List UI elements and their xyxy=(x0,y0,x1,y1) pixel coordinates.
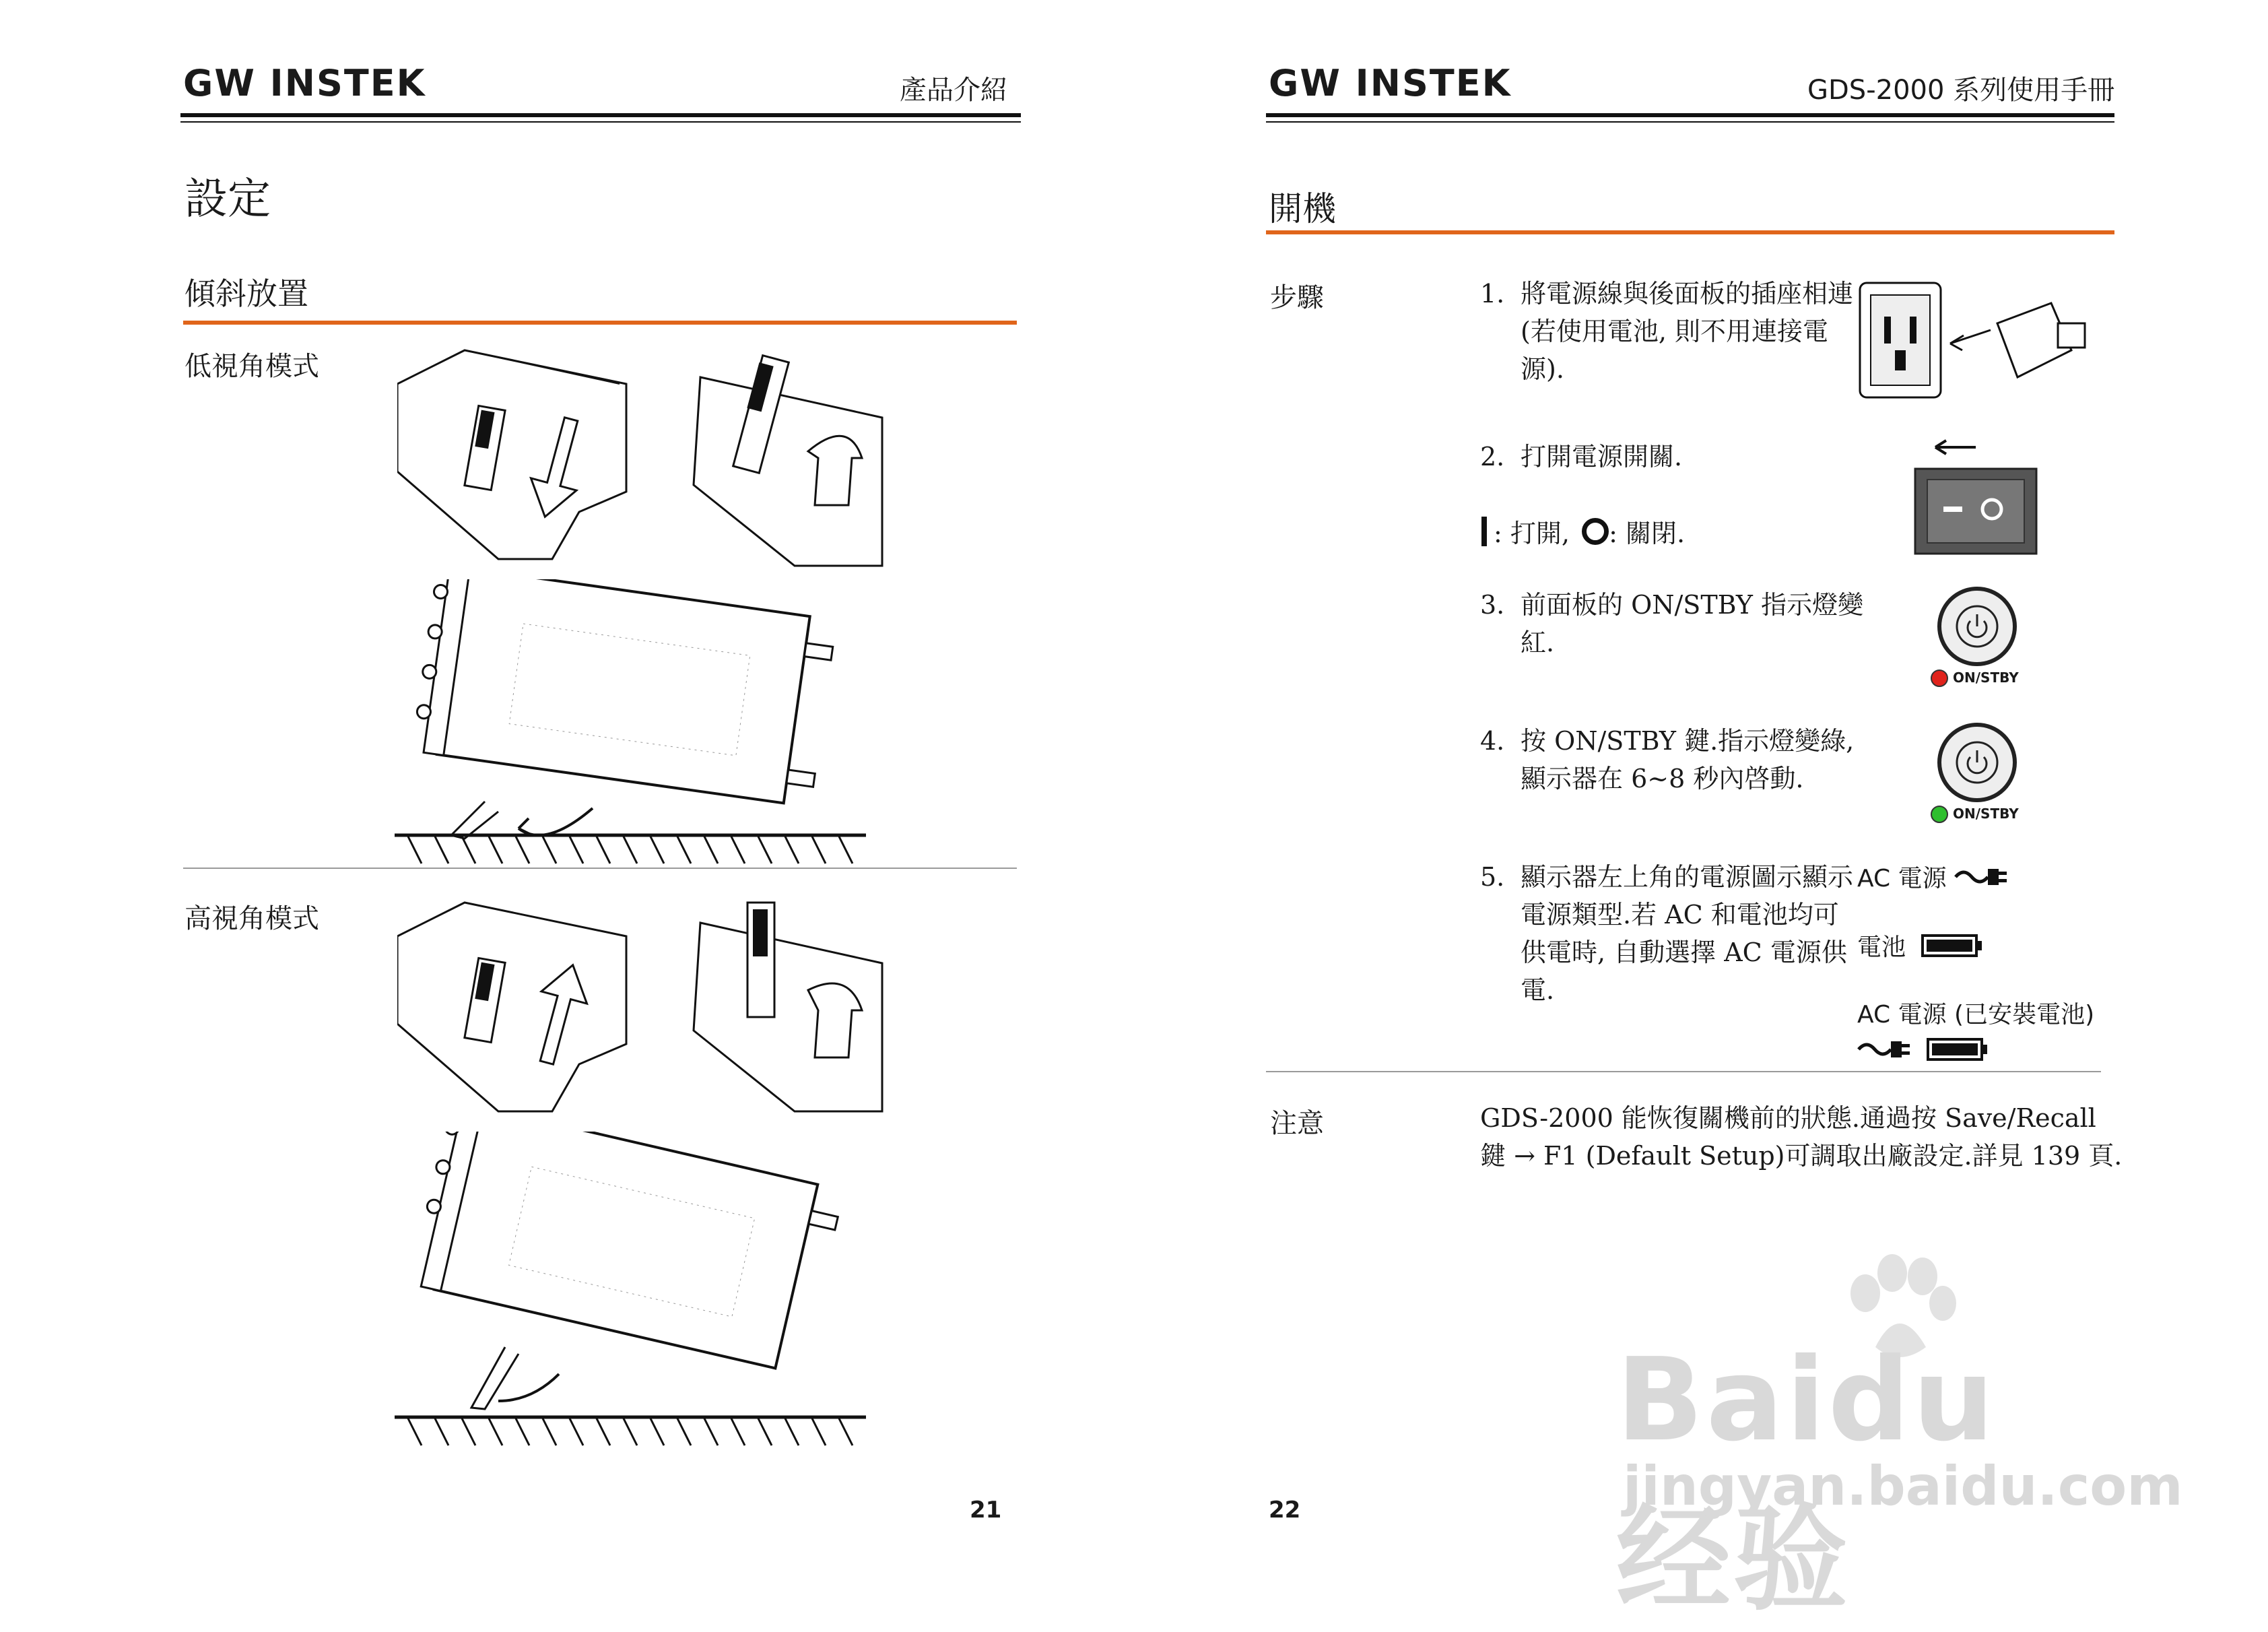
gw-instek-logo: GW INSTEK xyxy=(183,62,426,104)
instrument-low-angle xyxy=(391,579,875,869)
left-header-text: 產品介紹 xyxy=(900,75,1007,106)
stand-detail-low-1 xyxy=(397,344,640,566)
on-symbol-icon xyxy=(1481,517,1487,546)
power-switch-figure xyxy=(1908,435,2043,556)
left-header-rule-thin xyxy=(180,121,1021,123)
page-number-left: 21 xyxy=(970,1497,1002,1524)
off-symbol-icon xyxy=(1582,518,1609,545)
power-type-ac-label: AC 電源 xyxy=(1857,865,1947,892)
step-text: 顯示器左上角的電源圖示顯示電源類型.若 AC 和電池均可供電時, 自動選擇 AC 電源供電. xyxy=(1521,862,1854,1005)
switch-on-text: : 打開, xyxy=(1494,519,1570,548)
section-rule xyxy=(183,321,1017,325)
right-header-rule xyxy=(1266,113,2114,117)
stand-detail-high-2 xyxy=(680,896,896,1118)
on-stby-button-red xyxy=(1934,583,2022,671)
ac-plug-icon xyxy=(1857,1036,1918,1063)
baidu-watermark xyxy=(1616,1253,2183,1627)
right-header-text: GDS-2000 系列使用手冊 xyxy=(1807,75,2115,106)
note-divider xyxy=(1266,1071,2101,1072)
section-title-tilt: 傾斜放置 xyxy=(185,275,308,312)
note-text: GDS-2000 能恢復關機前的狀態.通過按 Save/Recall 鍵 → F1 (Default Setup)可調取出廠設定.詳見 139 頁. xyxy=(1480,1103,2123,1171)
switch-legend xyxy=(1481,515,1685,552)
on-stby-label: ON/STBY xyxy=(1953,670,2019,686)
ground-hatch-low xyxy=(395,833,866,866)
page-number-right: 22 xyxy=(1269,1497,1301,1524)
led-green-icon xyxy=(1931,806,1948,823)
power-type-ac-battery-label: AC 電源 (已安裝電池) xyxy=(1857,1001,2095,1029)
battery-icon xyxy=(1925,1036,1993,1063)
step-text: 前面板的 ON/STBY 指示燈變紅. xyxy=(1521,590,1864,657)
step-number: 4. xyxy=(1480,726,1505,756)
stand-detail-high-1 xyxy=(397,896,640,1118)
step-text: 按 ON/STBY 鍵.指示燈變綠, 顯示器在 6~8 秒內啓動. xyxy=(1521,726,1855,793)
power-type-ac-battery xyxy=(1857,997,2113,1070)
led-red-icon xyxy=(1931,670,1948,687)
stand-detail-low-2 xyxy=(680,350,896,573)
note-label: 注意 xyxy=(1270,1108,1324,1139)
on-stby-label: ON/STBY xyxy=(1953,806,2019,822)
section-rule-right xyxy=(1266,230,2114,234)
mode-high-label: 高視角模式 xyxy=(185,903,319,934)
power-type-battery-label: 電池 xyxy=(1857,934,1906,961)
left-page xyxy=(0,0,1134,1604)
battery-icon xyxy=(1920,932,1987,959)
step-number: 1. xyxy=(1480,279,1505,308)
step-number: 2. xyxy=(1480,442,1505,471)
mode-divider xyxy=(183,868,1017,869)
instrument-high-angle xyxy=(391,1132,875,1421)
on-stby-button-green xyxy=(1934,719,2022,807)
watermark-url: jingyan.baidu.com xyxy=(1623,1455,2183,1517)
mode-low-label: 低視角模式 xyxy=(185,351,319,382)
page-title: 設定 xyxy=(185,174,271,224)
section-title-power-on: 開機 xyxy=(1269,189,1336,228)
ac-plug-icon xyxy=(1954,863,2015,890)
steps-label: 步驟 xyxy=(1270,282,1324,313)
gw-instek-logo-right: GW INSTEK xyxy=(1269,62,1512,104)
step-text: 打開電源開關. xyxy=(1521,442,1683,471)
step-number: 5. xyxy=(1480,862,1505,892)
right-header-rule-thin xyxy=(1266,121,2114,123)
step-number: 3. xyxy=(1480,590,1505,620)
power-type-ac xyxy=(1857,859,2015,894)
left-header-rule xyxy=(180,113,1021,117)
step-text: 將電源線與後面板的插座相連 (若使用電池, 則不用連接電源). xyxy=(1521,279,1854,384)
power-type-battery xyxy=(1857,928,1987,962)
watermark-brand: Baidu 经验 xyxy=(1616,1334,1997,1627)
switch-off-text: : 關閉. xyxy=(1609,519,1686,548)
ground-hatch-high xyxy=(395,1414,866,1448)
power-socket-figure xyxy=(1856,276,2098,411)
